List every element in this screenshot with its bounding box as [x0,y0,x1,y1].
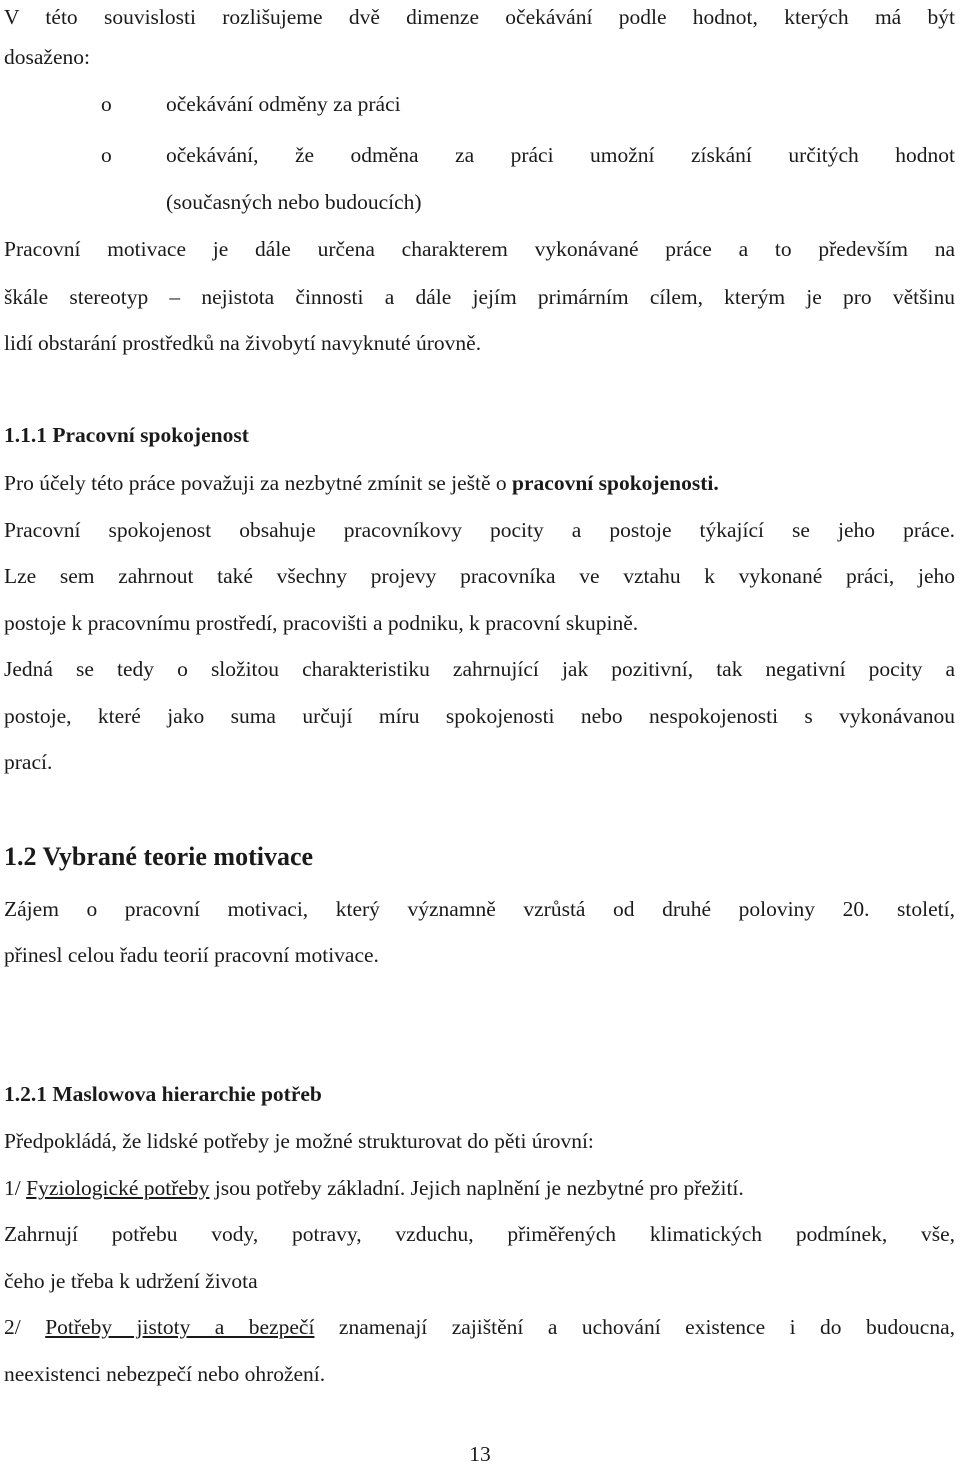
spokojenost-line-2: Pracovní spokojenost obsahuje pracovníkovy pocity a postoje týkající se jeho práce. [4,518,955,542]
bullet-marker: o [101,92,112,116]
spokojenost-line-4: postoje k pracovnímu prostředí, pracovišti a podniku, k pracovní skupině. [4,611,639,635]
teorie-line-1: Zájem o pracovní motivaci, který významně vzrůstá od druhé poloviny 20. století, [4,897,955,921]
maslow-item-2-number: 2/ [4,1315,46,1339]
maslow-item-1-term: Fyziologické potřeby [26,1176,210,1200]
spokojenost-line-1 [4,470,719,496]
bullet-item-2-line-2: (současných nebo budoucích) [166,190,422,214]
maslow-item-1-line-3: čeho je třeba k udržení života [4,1269,258,1293]
pracovni-spokojenost-term: pracovní spokojenosti. [512,471,719,495]
section-heading-1-2: 1.2 Vybrané teorie motivace [4,842,314,871]
maslow-item-1-text: jsou potřeby základní. Jejich naplnění je nezbytné pro přežití. [209,1176,744,1200]
spokojenost-line-5: Jedná se tedy o složitou charakteristiku zahrnující jak pozitivní, tak negativní pocity a [4,657,955,681]
bullet-marker: o [101,143,112,167]
spokojenost-line-1-text: Pro účely této práce považuji za nezbytné zmínit se ještě o [4,471,513,495]
bullet-item-2-line-1: očekávání, že odměna za práci umožní získání určitých hodnot [166,143,955,167]
section-heading-1-2-1: 1.2.1 Maslowova hierarchie potřeb [4,1082,322,1106]
intro-line-2: dosaženo: [4,45,90,69]
maslow-item-2-text: znamenají zajištění a uchování existence i do budoucna, [314,1315,955,1339]
teorie-line-2: přinesl celou řadu teorií pracovní motivace. [4,943,379,967]
maslow-intro-line: Předpokládá, že lidské potřeby je možné strukturovat do pěti úrovní: [4,1129,594,1153]
maslow-item-2-line-1 [4,1314,955,1340]
maslow-item-1-number: 1/ [4,1176,27,1200]
section-heading-1-1-1: 1.1.1 Pracovní spokojenost [4,423,249,447]
motivace-paragraph-line-1: Pracovní motivace je dále určena charakterem vykonávané práce a to především na [4,237,955,261]
maslow-item-2-line-2: neexistenci nebezpečí nebo ohrožení. [4,1362,326,1386]
spokojenost-line-7: prací. [4,750,53,774]
motivace-paragraph-line-2: škále stereotyp – nejistota činnosti a dále jejím primárním cílem, kterým je pro většinu [4,285,955,309]
spokojenost-line-6: postoje, které jako suma určují míru spokojenosti nebo nespokojenosti s vykonávanou [4,704,955,728]
maslow-item-2-term: Potřeby jistoty a bezpečí [45,1315,315,1339]
maslow-item-1-line-2: Zahrnují potřebu vody, potravy, vzduchu, přiměřených klimatických podmínek, vše, [4,1222,955,1246]
motivace-paragraph-line-3: lidí obstarání prostředků na živobytí navyknuté úrovně. [4,331,482,355]
spokojenost-line-3: Lze sem zahrnout také všechny projevy pracovníka ve vztahu k vykonané práci, jeho [4,564,955,588]
bullet-item-1: očekávání odměny za práci [166,92,401,116]
page-number: 13 [469,1442,491,1466]
maslow-item-1-line-1 [4,1175,744,1201]
intro-line-1: V této souvislosti rozlišujeme dvě dimenze očekávání podle hodnot, kterých má být [4,5,955,29]
